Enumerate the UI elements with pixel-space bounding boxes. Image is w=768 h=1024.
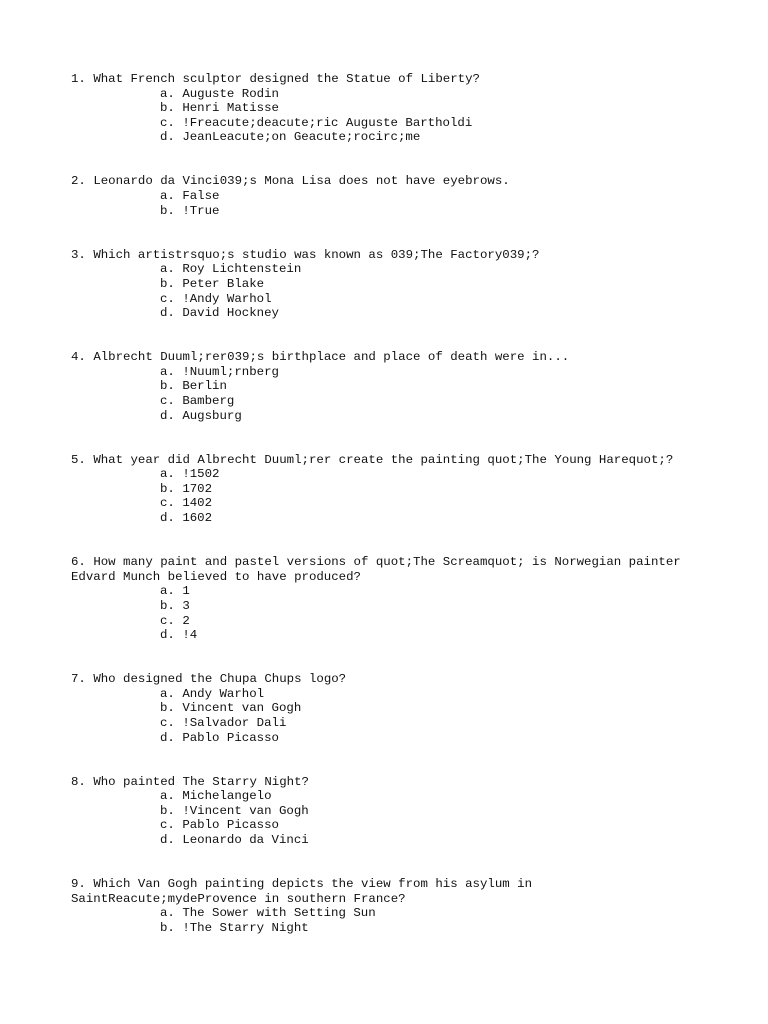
question-prompt: Which Van Gogh painting depicts the view from his asylum in SaintReacute;mydeProvence in southern France? [71, 877, 533, 906]
option-letter: b. [160, 701, 175, 716]
question-1 [71, 72, 711, 145]
question-text [71, 174, 711, 189]
question-number: 6. [71, 555, 86, 570]
option-text: 3 [182, 598, 190, 613]
question-6 [71, 555, 711, 643]
question-prompt: Who painted The Starry Night? [93, 774, 309, 789]
answer-option [71, 365, 711, 380]
option-letter: a. [160, 467, 175, 482]
option-text: !True [182, 203, 220, 218]
answer-option [71, 496, 711, 511]
option-letter: b. [160, 101, 175, 116]
option-letter: b. [160, 203, 175, 218]
option-text: Andy Warhol [182, 686, 265, 701]
option-letter: c. [160, 496, 175, 511]
option-text: Pablo Picasso [182, 818, 279, 833]
option-letter: b. [160, 803, 175, 818]
answer-option [71, 306, 711, 321]
answer-options [71, 87, 711, 145]
option-letter: d. [160, 833, 175, 848]
question-text [71, 248, 711, 263]
answer-option [71, 116, 711, 131]
option-letter: a. [160, 584, 175, 599]
answer-option [71, 614, 711, 629]
question-text [71, 72, 711, 87]
answer-options [71, 906, 711, 935]
question-text [71, 877, 711, 906]
question-prompt: Albrecht Duuml;rer039;s birthplace and place of death were in... [93, 350, 570, 365]
option-text: !Vincent van Gogh [182, 803, 309, 818]
option-text: !Salvador Dali [182, 716, 287, 730]
answer-option [71, 87, 711, 102]
option-text: Michelangelo [182, 789, 272, 804]
option-letter: d. [160, 306, 175, 321]
answer-option [71, 379, 711, 394]
question-2 [71, 174, 711, 218]
question-prompt: Leonardo da Vinci039;s Mona Lisa does not have eyebrows. [93, 174, 510, 189]
option-letter: d. [160, 408, 175, 423]
answer-option [71, 292, 711, 307]
answer-option [71, 599, 711, 614]
option-letter: c. [160, 716, 175, 730]
option-text: Auguste Rodin [182, 86, 279, 101]
option-text: Augsburg [182, 408, 242, 423]
answer-option [71, 482, 711, 497]
answer-option [71, 789, 711, 804]
answer-option [71, 804, 711, 819]
option-letter: d. [160, 628, 175, 643]
quiz-document [71, 72, 711, 965]
question-prompt: Which artistrsquo;s studio was known as 039;The Factory039;? [93, 247, 540, 262]
answer-option [71, 277, 711, 292]
question-text [71, 672, 711, 687]
option-letter: b. [160, 598, 175, 613]
answer-options [71, 262, 711, 320]
question-prompt: Who designed the Chupa Chups logo? [93, 672, 347, 687]
option-letter: b. [160, 379, 175, 394]
answer-options [71, 365, 711, 423]
question-9 [71, 877, 711, 935]
answer-option [71, 130, 711, 145]
answer-option [71, 584, 711, 599]
option-text: !1502 [182, 467, 220, 482]
answer-options [71, 189, 711, 218]
answer-option [71, 189, 711, 204]
answer-option [71, 833, 711, 848]
option-letter: d. [160, 730, 175, 745]
question-prompt: How many paint and pastel versions of quot;The Screamquot; is Norwegian painter Edvard Munch believed to have produced? [71, 555, 681, 584]
option-text: Berlin [182, 379, 227, 394]
option-letter: d. [160, 511, 175, 526]
option-text: Leonardo da Vinci [182, 833, 309, 848]
question-number: 7. [71, 672, 86, 687]
question-text [71, 453, 711, 468]
question-7 [71, 672, 711, 745]
option-text: The Sower with Setting Sun [182, 906, 376, 921]
option-letter: a. [160, 262, 175, 277]
question-number: 8. [71, 774, 86, 789]
answer-option [71, 906, 711, 921]
option-text: Peter Blake [182, 276, 265, 291]
answer-option [71, 394, 711, 409]
answer-option [71, 204, 711, 219]
question-prompt: What year did Albrecht Duuml;rer create the painting quot;The Young Harequot;? [93, 452, 674, 467]
option-text: !Andy Warhol [182, 291, 272, 306]
option-text: 1 [182, 584, 190, 599]
answer-option [71, 262, 711, 277]
question-number: 9. [71, 877, 86, 892]
answer-option [71, 101, 711, 116]
option-letter: b. [160, 276, 175, 291]
question-5 [71, 453, 711, 526]
question-number: 5. [71, 452, 86, 467]
question-number: 4. [71, 350, 86, 365]
option-letter: b. [160, 920, 175, 935]
option-letter: a. [160, 686, 175, 701]
option-letter: a. [160, 906, 175, 921]
option-text: 1702 [182, 481, 213, 496]
option-letter: c. [160, 115, 175, 130]
question-prompt: What French sculptor designed the Statue of Liberty? [93, 72, 480, 86]
option-letter: a. [160, 364, 175, 379]
question-number: 2. [71, 174, 86, 189]
option-text: David Hockney [182, 306, 279, 321]
answer-option [71, 701, 711, 716]
option-letter: c. [160, 818, 175, 833]
question-text [71, 775, 711, 790]
answer-option [71, 921, 711, 936]
option-text: !4 [182, 628, 198, 643]
answer-option [71, 818, 711, 833]
answer-option [71, 467, 711, 482]
option-text: Vincent van Gogh [182, 701, 302, 716]
option-text: !Nuuml;rnberg [182, 364, 279, 379]
option-letter: a. [160, 86, 175, 101]
answer-options [71, 584, 711, 642]
answer-option [71, 731, 711, 746]
answer-option [71, 409, 711, 424]
option-letter: a. [160, 189, 175, 204]
question-number: 1. [71, 72, 86, 86]
option-text: JeanLeacute;on Geacute;rocirc;me [182, 130, 421, 145]
option-text: Henri Matisse [182, 101, 279, 116]
question-number: 3. [71, 247, 86, 262]
question-4 [71, 350, 711, 423]
question-8 [71, 775, 711, 848]
option-letter: c. [160, 613, 175, 628]
question-3 [71, 248, 711, 321]
answer-options [71, 687, 711, 745]
option-text: 2 [182, 613, 190, 628]
answer-option [71, 628, 711, 643]
question-text [71, 350, 711, 365]
option-text: !The Starry Night [182, 920, 309, 935]
option-text: False [182, 189, 220, 204]
option-text: 1602 [182, 511, 213, 526]
option-letter: c. [160, 394, 175, 408]
option-text: Pablo Picasso [182, 730, 279, 745]
answer-option [71, 511, 711, 526]
question-text [71, 555, 711, 584]
option-letter: a. [160, 789, 175, 804]
answer-option [71, 716, 711, 731]
answer-options [71, 467, 711, 525]
option-letter: b. [160, 481, 175, 496]
option-text: 1402 [182, 496, 213, 511]
answer-options [71, 789, 711, 847]
option-text: Roy Lichtenstein [182, 262, 302, 277]
option-letter: d. [160, 130, 175, 145]
option-text: Bamberg [182, 394, 235, 408]
option-letter: c. [160, 291, 175, 306]
answer-option [71, 687, 711, 702]
option-text: !Freacute;deacute;ric Auguste Bartholdi [182, 115, 473, 130]
